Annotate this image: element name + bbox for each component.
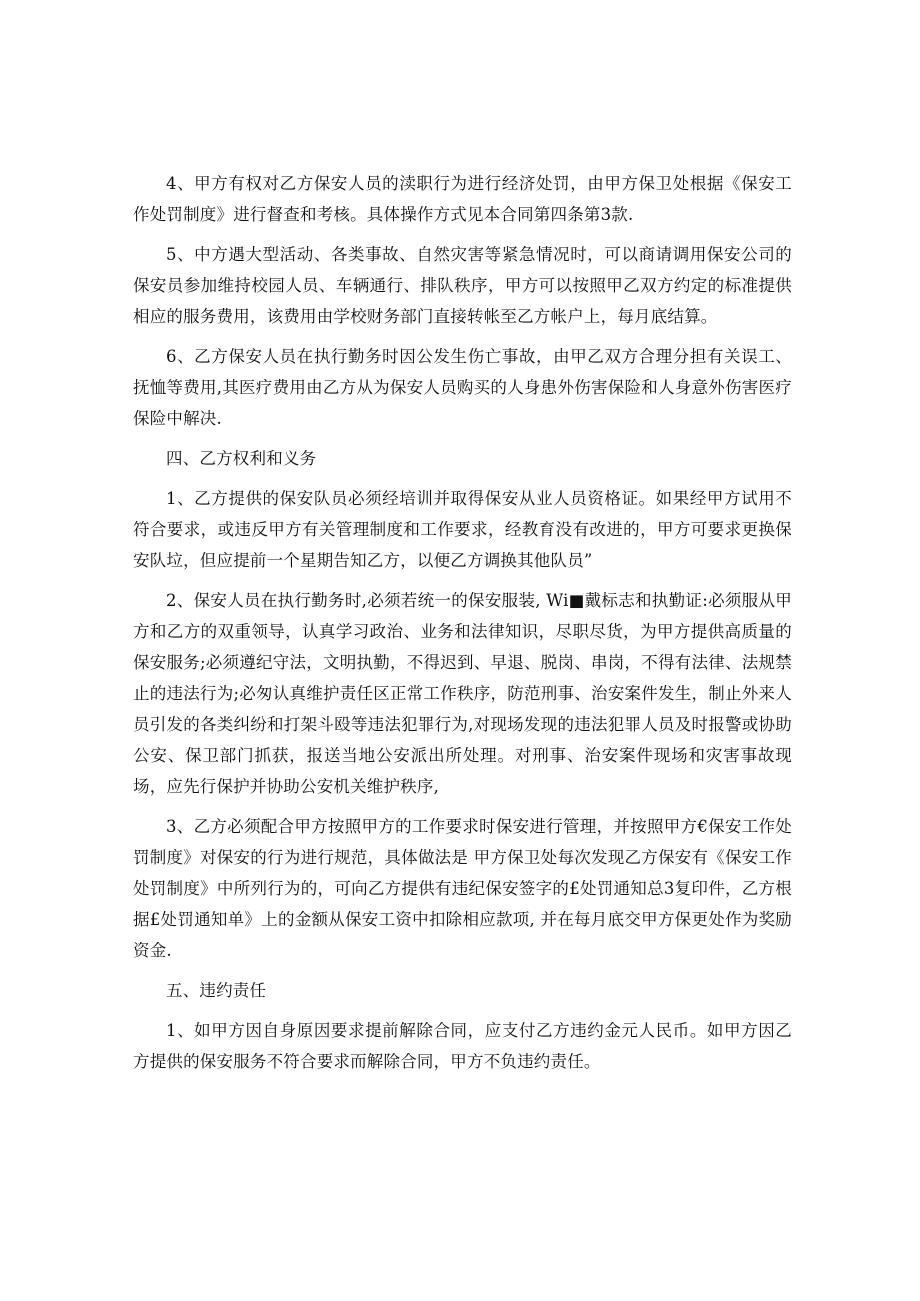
paragraph-item-b3: 3、乙方必须配合甲方按照甲方的工作要求时保安进行管理，并按照甲方€保安工作处罚制度》对保安的行为进行规范，具体做法是 甲方保卫处每次发现乙方保安有《保安工作处罚制度》中所列行为的，可向乙方提供有违纪保安签字的£处罚通知总3复印件，乙方根据£处罚通知单》上的金额从保安工资中扣除相应款项, 并在每月底交甲方保更处作为奖励资金. — [133, 817, 792, 960]
section-heading-breach-liability: 五、违约责任 — [166, 981, 267, 1000]
paragraph-item-5: 5、中方遇大型活动、各类事故、自然灾害等紧急情况时，可以商请调用保安公司的保安员参加维持校园人员、车辆通行、排队秩序，甲方可以按照甲乙双方约定的标准提供相应的服务费用，该费用由学校财务部门直接转帐至乙方帐户上，每月底结算。 — [133, 245, 792, 326]
paragraph-item-b2: 2、保安人员在执行勤务时,必须若统一的保安服装, Wi■戴标志和执勤证:必须服从甲方和乙方的双重领导，认真学习政治、业务和法律知识，尽职尽货，为甲方提供高质量的保安服务;必须遵纪守法，文明执勤，不得迟到、早退、脱岗、串岗，不得有法律、法规禁止的违法行为;必匆认真维护责任区正常工作秩序，防范刑事、治安案件发生，制止外来人员引发的各类纠纷和打架斗殴等违法犯罪行为,对现场发现的违法犯罪人员及时报警或协助公安、保卫部门抓获，报送当地公安派出所处理。对刑事、治安案件现场和灾害事故现场，应先行保护并协助公安机关维护秩序, — [133, 591, 792, 796]
section-heading-party-b-rights: 四、乙方权利和义务 — [166, 449, 317, 468]
paragraph-item-b1: 1、乙方提供的保安队员必须经培训并取得保安从业人员资格证。如果经甲方试用不符合要求，或违反甲方有关管理制度和工作要求，经教育没有改进的，甲方可要求更换保安队垃，但应提前一个星期告知乙方，以便乙方调换其他队员” — [133, 489, 792, 570]
paragraph-item-c1: 1、如甲方因自身原因要求提前解除合同，应支付乙方违约金元人民币。如甲方因乙方提供的保安服务不符合要求而解除合同，甲方不负违约责任。 — [133, 1021, 792, 1071]
paragraph-item-4: 4、甲方有权对乙方保安人员的渎职行为进行经济处罚，由甲方保卫处根据《保安工作处罚制度》进行督查和考核。具体操作方式见本合同第四条第3款. — [133, 174, 792, 224]
paragraph-item-6: 6、乙方保安人员在执行勤务时因公发生伤亡事故，由甲乙双方合理分担有关误工、抚恤等费用,其医疗费用由乙方从为保安人员购买的人身患外伤害保险和人身意外伤害医疗保险中解决. — [133, 347, 792, 428]
